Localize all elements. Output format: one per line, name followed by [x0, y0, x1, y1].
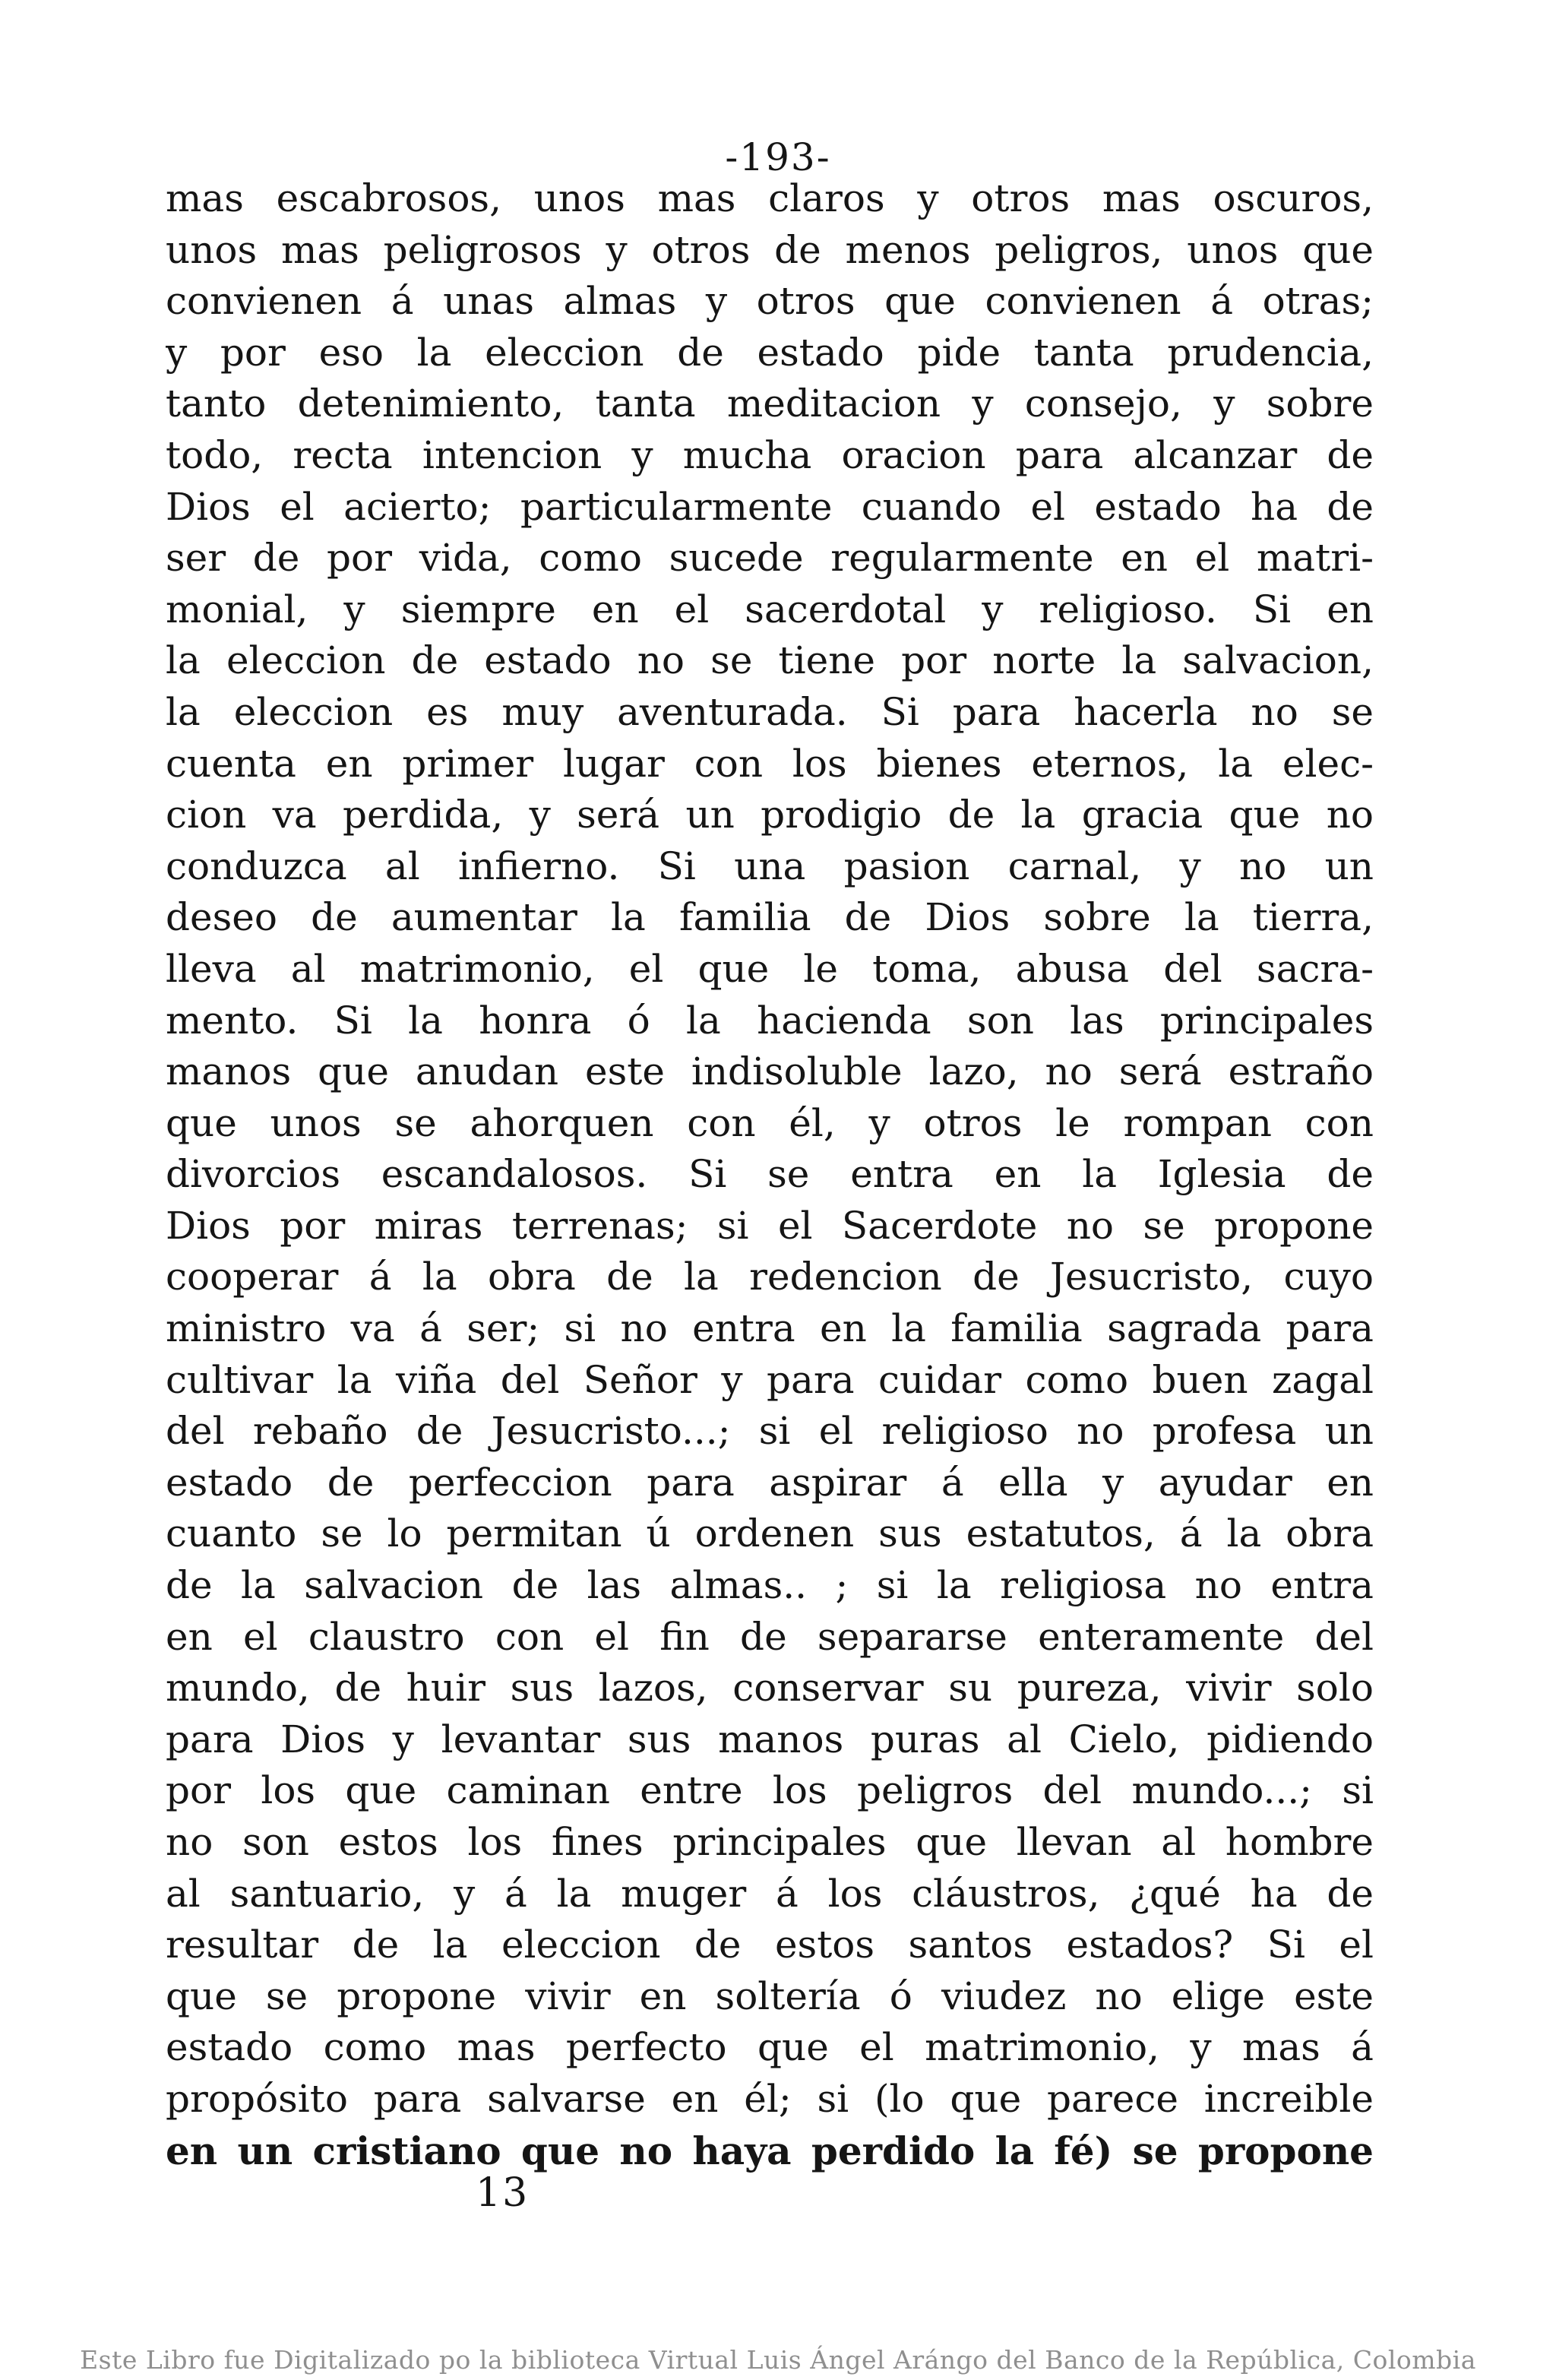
text-line: convienen á unas almas y otros que convienen á otras;	[166, 279, 1374, 324]
text-line: unos mas peligrosos y otros de menos peligros, unos que	[166, 227, 1374, 272]
text-line: monial, y siempre en el sacerdotal y religioso. Si en	[166, 587, 1374, 631]
text-line: del rebaño de Jesucristo...; si el religioso no profesa un	[166, 1409, 1374, 1454]
text-line: ministro va á ser; si no entra en la familia sagrada para	[166, 1306, 1374, 1351]
text-line: lleva al matrimonio, el que le toma, abusa del sacra-	[166, 946, 1374, 991]
text-line: no son estos los fines principales que llevan al hombre	[166, 1820, 1374, 1864]
text-line: mundo, de huir sus lazos, conservar su pureza, vivir solo	[166, 1666, 1374, 1711]
text-line: la eleccion de estado no se tiene por norte la salvacion,	[166, 638, 1374, 683]
text-line: que se propone vivir en soltería ó viudez no elige este	[166, 1973, 1374, 2018]
text-line: divorcios escandalosos. Si se entra en la Iglesia de	[166, 1152, 1374, 1197]
text-line: manos que anudan este indisoluble lazo, no será estraño	[166, 1049, 1374, 1094]
text-line: mento. Si la honra ó la hacienda son las principales	[166, 998, 1374, 1043]
text-line: y por eso la eleccion de estado pide tanta prudencia,	[166, 330, 1374, 375]
text-line: cooperar á la obra de la redencion de Jesucristo, cuyo	[166, 1255, 1374, 1299]
text-line: cion va perdida, y será un prodigio de la gracia que no	[166, 793, 1374, 837]
page-number: -193-	[725, 135, 831, 179]
body-text	[166, 173, 1374, 2176]
text-line: propósito para salvarse en él; si (lo que parece increible	[166, 2076, 1374, 2121]
text-line: en el claustro con el fin de separarse enteramente del	[166, 1614, 1374, 1659]
text-line: cultivar la viña del Señor y para cuidar como buen zagal	[166, 1357, 1374, 1402]
text-line: ser de por vida, como sucede regularmente en el matri-	[166, 536, 1374, 581]
text-line: la eleccion es muy aventurada. Si para hacerla no se	[166, 689, 1374, 734]
text-line: tanto detenimiento, tanta meditacion y consejo, y sobre	[166, 381, 1374, 426]
text-line: en un cristiano que no haya perdido la fé) se propone	[166, 2128, 1374, 2173]
text-line: mas escabrosos, unos mas claros y otros mas oscuros,	[166, 176, 1374, 220]
digitization-footer: Este Libro fue Digitalizado po la biblioteca Virtual Luis Ángel Arángo del Banco de la República, Colombia	[80, 2345, 1476, 2375]
text-line: deseo de aumentar la familia de Dios sobre la tierra,	[166, 895, 1374, 940]
text-line: al santuario, y á la muger á los cláustros, ¿qué ha de	[166, 1871, 1374, 1916]
text-line: cuanto se lo permitan ú ordenen sus estatutos, á la obra	[166, 1511, 1374, 1556]
text-line: resultar de la eleccion de estos santos estados? Si el	[166, 1923, 1374, 1967]
signature-mark: 13	[476, 2170, 530, 2216]
text-line: Dios el acierto; particularmente cuando el estado ha de	[166, 484, 1374, 529]
text-line: conduzca al infierno. Si una pasion carnal, y no un	[166, 843, 1374, 888]
text-line: Dios por miras terrenas; si el Sacerdote no se propone	[166, 1203, 1374, 1248]
text-line: para Dios y levantar sus manos puras al Cielo, pidiendo	[166, 1717, 1374, 1761]
text-line: por los que caminan entre los peligros del mundo...; si	[166, 1768, 1374, 1813]
text-line: todo, recta intencion y mucha oracion para alcanzar de	[166, 432, 1374, 477]
text-line: cuenta en primer lugar con los bienes eternos, la elec-	[166, 741, 1374, 786]
text-line: estado de perfeccion para aspirar á ella y ayudar en	[166, 1460, 1374, 1505]
text-line: de la salvacion de las almas.. ; si la religiosa no entra	[166, 1563, 1374, 1608]
text-line: estado como mas perfecto que el matrimonio, y mas á	[166, 2025, 1374, 2070]
text-line: que unos se ahorquen con él, y otros le rompan con	[166, 1100, 1374, 1145]
